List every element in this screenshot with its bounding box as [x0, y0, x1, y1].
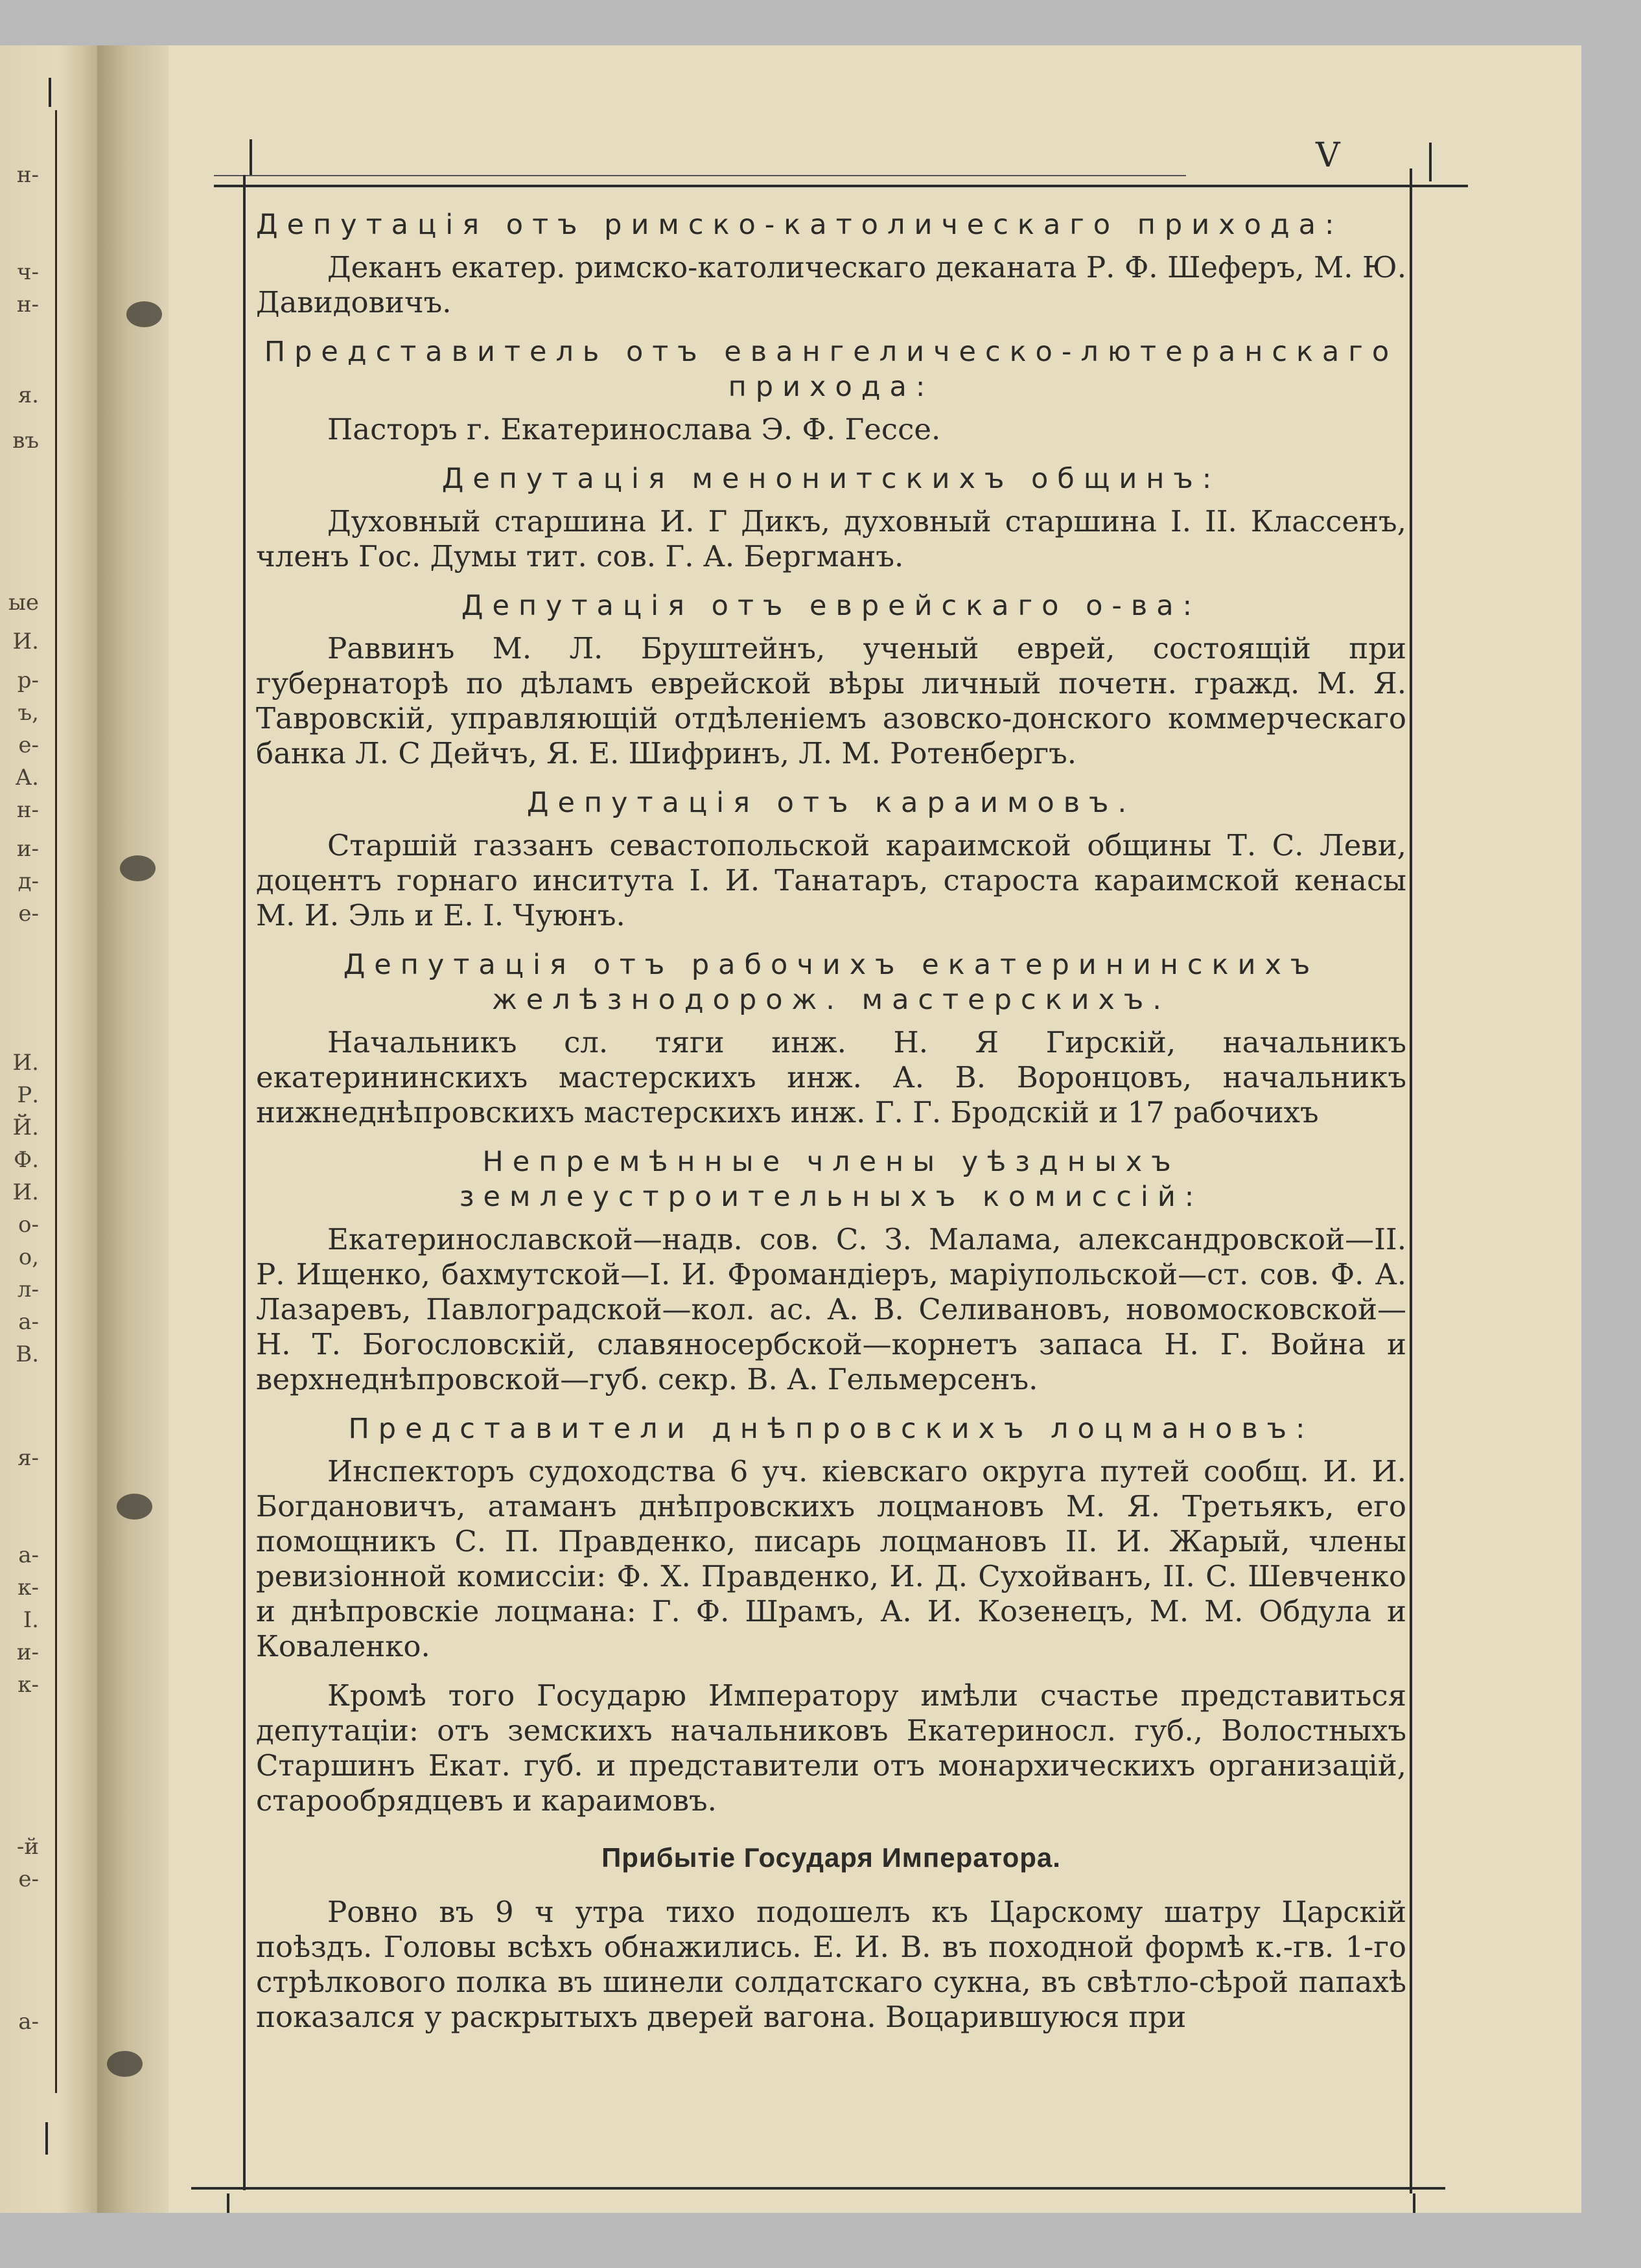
frame-top-rule [214, 185, 1468, 187]
left-page-fragment: н- [16, 797, 39, 823]
left-page-fragment: о- [18, 1212, 39, 1238]
left-page-top-tick [49, 78, 51, 107]
section-heading: Депутація отъ рабочихъ екатерининскихъ желѣзнодорож. мастерскихъ. [343, 949, 1320, 1016]
left-page-fragment: Ф. [13, 1147, 39, 1173]
binding-stitch-mark [117, 1494, 152, 1520]
section-text: Духовный старшина И. Г Дикъ, духовный старшина I. II. Классенъ, членъ Гос. Думы тит. сов. Г. А. Бергманъ. [256, 504, 1406, 573]
left-page-fragment: ч- [17, 259, 39, 285]
left-page-fragment: я. [17, 382, 39, 408]
left-page-fragment: н- [16, 162, 39, 188]
left-page-fragment: е- [18, 901, 39, 927]
left-page-fragment: I. [23, 1607, 39, 1633]
section-text: Екатеринославской—надв. сов. С. З. Малама, александровской—II. Р. Ищенко, бахмутской—I. И. Фромандіеръ, маріупольской—ст. сов. Ф. А. Лазаревъ, Павлоградской—кол. ас. А. В. Селивановъ, новомосковской—Н. Т. Богословскій, славяносербской—корнетъ запаса Н. Г. Война и верхнеднѣпровской—губ. секр. В. А. Гельмерсенъ. [256, 1222, 1406, 1396]
left-page-fragment: н- [16, 292, 39, 318]
left-page-fragment: А. [15, 765, 39, 791]
left-page-fragment: р- [17, 667, 39, 693]
section-heading: Депутація отъ караимовъ. [526, 787, 1136, 819]
left-page-fragment: а- [18, 1309, 39, 1335]
frame-top-thin-rule [214, 175, 1186, 176]
left-page-fragment: въ [12, 428, 39, 454]
scanned-page [0, 45, 1581, 2213]
section-text: Инспекторъ судоходства 6 уч. кіевскаго округа путей сообщ. И. И. Богдановичъ, атаманъ днѣпровскихъ лоцмановъ М. Я. Третьякъ, его помощникъ С. П. Правденко, писарь лоцмановъ II. И. Жарый, члены ревизіонной комиссіи: Ф. Х. Правденко, И. Д. Сухойванъ, II. С. Шевченко и днѣпровскіе лоцмана: Г. Ф. Шрамъ, А. И. Козенецъ, М. М. Обдула и Коваленко. [256, 1454, 1406, 1663]
frame-left-rule [243, 175, 246, 2190]
left-page-fragment: И. [12, 1050, 39, 1076]
left-page-rule [55, 110, 57, 2093]
left-page-fragment: -й [16, 1834, 39, 1860]
section-heading: Депутація отъ римско-католическаго прихода: [256, 209, 1344, 241]
left-page-fragment: а- [18, 1542, 39, 1568]
left-page-fragment: И. [12, 629, 39, 654]
left-page-fragment: е- [18, 732, 39, 758]
frame-tick [1429, 143, 1432, 181]
left-page-fragment: и- [16, 836, 39, 862]
left-page-fragment: о, [18, 1244, 39, 1270]
section-heading: Представитель отъ евангелическо-лютеранскаго прихода: [264, 336, 1399, 403]
section-heading: Представители днѣпровскихъ лоцмановъ: [348, 1413, 1314, 1445]
left-page-fragment: я- [17, 1445, 39, 1471]
left-page-fragment: а- [18, 2009, 39, 2035]
frame-tick [227, 2193, 229, 2213]
binding-stitch-mark [126, 301, 162, 327]
section-heading: Непремѣнные члены уѣздныхъ землеустроительныхъ комиссій: [459, 1146, 1204, 1213]
frame-tick [1413, 2193, 1415, 2213]
left-page-fragment: Й. [12, 1115, 39, 1140]
closing-paragraph: Кромѣ того Государю Императору имѣли счастье представиться депутаціи: отъ земскихъ начальниковъ Екатериносл. губ., Волостныхъ Старшинъ Екат. губ. и представители отъ монархическихъ организацій, старообрядцевъ и караимовъ. [256, 1678, 1406, 1818]
binding-stitch-mark [120, 855, 156, 881]
left-page-fragment: ъ, [17, 700, 39, 726]
left-page-fragment: И. [12, 1179, 39, 1205]
frame-bottom-rule [191, 2187, 1445, 2190]
final-paragraph: Ровно въ 9 ч утра тихо подошелъ къ Царскому шатру Царскій поѣздъ. Головы всѣхъ обнажились. Е. И. В. въ походной формѣ к.-гв. 1-го стрѣлкового полка въ шинели солдатскаго сукна, въ свѣтло-сѣрой папахѣ показался у раскрытыхъ дверей вагона. Воцарившуюся при [256, 1895, 1406, 2034]
chapter-subtitle: Прибытіе Государя Императора. [601, 1842, 1061, 1873]
frame-right-rule [1410, 168, 1412, 2193]
section-text: Раввинъ М. Л. Бруштейнъ, ученый еврей, состоящій при губернаторѣ по дѣламъ еврейской вѣры личный почетн. гражд. М. Я. Тавровскій, управляющій отдѣленіемъ азовско-донского коммерческаго банка Л. С Дейчъ, Я. Е. Шифринъ, Л. М. Ротенбергъ. [256, 631, 1406, 770]
left-page-fragment: к- [17, 1672, 39, 1698]
left-page-fragment: е- [18, 1866, 39, 1892]
left-page-bottom-tick [45, 2122, 48, 2155]
book-gutter [97, 45, 169, 2213]
section-text: Деканъ екатер. римско-католическаго деканата Р. Ф. Шеферъ, М. Ю. Давидовичъ. [256, 250, 1406, 319]
page-content [256, 207, 1406, 2049]
left-page-fragment: и- [16, 1639, 39, 1665]
left-page-fragment: д- [17, 868, 39, 894]
binding-stitch-mark [107, 2051, 143, 2077]
frame-tick [250, 139, 252, 175]
left-page-fragment: Р. [17, 1082, 39, 1108]
section-heading: Депутація отъ еврейскаго о-ва: [461, 590, 1202, 622]
left-page-fragment: л- [17, 1277, 39, 1302]
left-page-fragment: ые [8, 590, 39, 616]
section-text: Пасторъ г. Екатеринослава Э. Ф. Гессе. [327, 412, 941, 446]
left-page-fragment: В. [16, 1341, 39, 1367]
page-number: V [1316, 136, 1340, 175]
section-text: Начальникъ сл. тяги инж. Н. Я Гирскій, начальникъ екатерининскихъ мастерскихъ инж. А. В. Воронцовъ, начальникъ нижнеднѣпровскихъ мастерскихъ инж. Г. Г. Бродскій и 17 рабочихъ [256, 1025, 1406, 1129]
left-page-fragment: к- [17, 1575, 39, 1601]
section-heading: Депутація менонитскихъ общинъ: [441, 463, 1221, 495]
section-text: Старшій газзанъ севастопольской караимской общины Т. С. Леви, доцентъ горнаго инситута I. И. Танатаръ, староста караимской кенасы М. И. Эль и Е. I. Чуюнъ. [256, 828, 1406, 932]
